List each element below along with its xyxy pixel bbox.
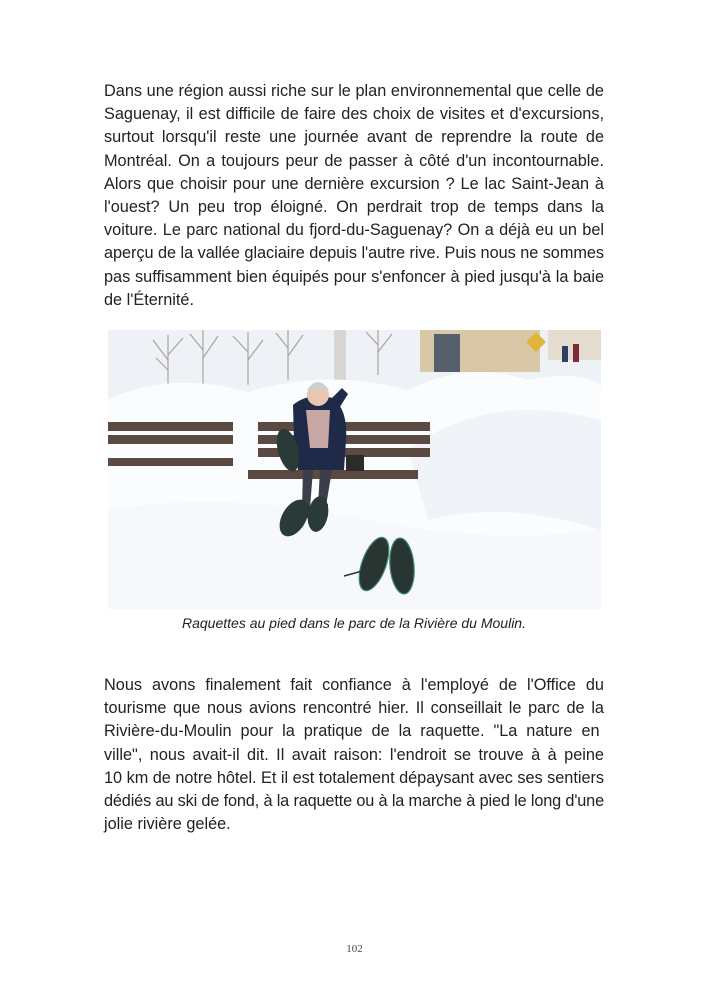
text-line: Saguenay, il est difficile de faire des choix de visites et d'excursions, bbox=[104, 105, 604, 124]
text-line: voiture. Le parc national du fjord-du-Saguenay? On a déjà eu un bel bbox=[104, 221, 604, 240]
photo-caption: Raquettes au pied dans le parc de la Rivière du Moulin. bbox=[182, 615, 526, 631]
text-line: Nous avons finalement fait confiance à l'employé de l'Office du bbox=[104, 676, 604, 694]
text-line: 10 km de notre hôtel. Et il est totalement dépaysant avec ses sentiers bbox=[104, 768, 604, 787]
page-number: 102 bbox=[346, 943, 363, 955]
text-line: surtout lorsqu'il reste une journée avant de reprendre la route de bbox=[104, 128, 604, 147]
snowshoe-photo bbox=[108, 330, 601, 609]
paragraph-intro bbox=[104, 80, 604, 312]
text-line: l'ouest? Un peu trop éloigné. On perdrait trop de temps dans la bbox=[104, 198, 604, 217]
text-line: jolie rivière gelée. bbox=[104, 815, 231, 834]
photo-illustration bbox=[108, 330, 601, 609]
text-line: Rivière-du-Moulin pour la pratique de la raquette. "La nature en bbox=[104, 722, 600, 741]
text-line: ville", nous avait-il dit. Il avait raison: l'endroit se trouve à à peine bbox=[104, 745, 604, 764]
text-line: de l'Éternité. bbox=[104, 290, 194, 309]
text-line: aperçu de la vallée glaciaire depuis l'autre rive. Puis nous ne sommes bbox=[104, 244, 604, 263]
text-line: Alors que choisir pour une dernière excursion ? Le lac Saint-Jean à bbox=[104, 174, 604, 193]
paragraph-body bbox=[104, 674, 604, 836]
text-line: dédiés au ski de fond, à la raquette ou à la marche à pied le long d'une bbox=[104, 792, 604, 811]
text-line: tourisme que nous avions rencontré hier. Il conseillait le parc de la bbox=[104, 699, 604, 718]
text-line: pas suffisamment bien équipés pour s'enfoncer à pied jusqu'à la baie bbox=[104, 267, 604, 286]
text-line: Dans une région aussi riche sur le plan environnemental que celle de bbox=[104, 82, 604, 100]
text-line: Montréal. On a toujours peur de passer à côté d'un incontournable. bbox=[104, 151, 604, 170]
